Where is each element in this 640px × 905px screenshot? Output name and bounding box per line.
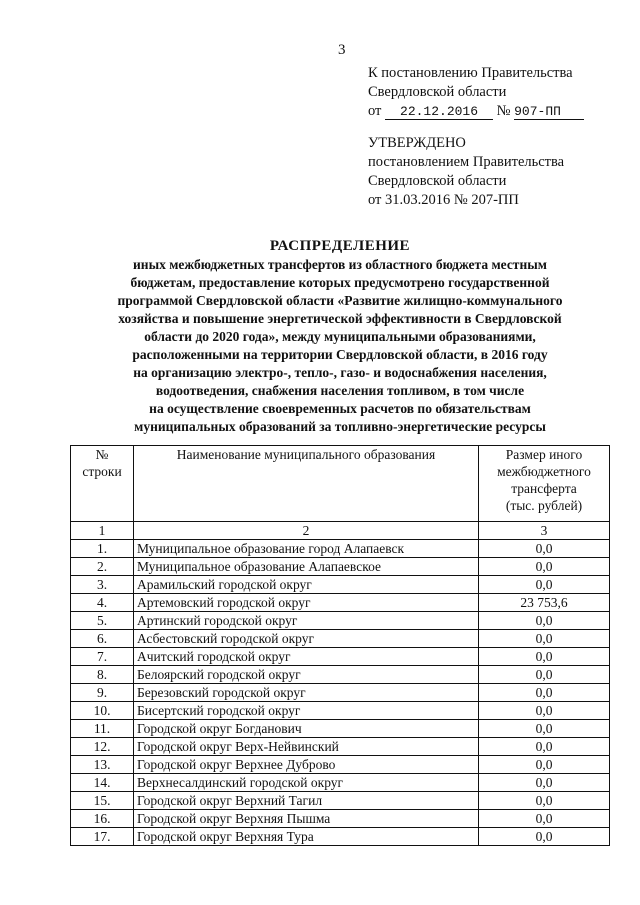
municipality-name: Городской округ Верхняя Пышма — [134, 810, 479, 828]
table-row — [71, 558, 610, 576]
municipality-name: Городской округ Верхнее Дуброво — [134, 756, 479, 774]
row-number: 6. — [71, 630, 134, 648]
row-number: 10. — [71, 702, 134, 720]
table-row — [71, 828, 610, 846]
annex-date-prefix: от — [368, 103, 382, 119]
municipality-name: Артемовский городской округ — [134, 594, 479, 612]
transfer-value: 0,0 — [479, 558, 610, 576]
transfer-value: 0,0 — [479, 738, 610, 756]
table-row — [71, 792, 610, 810]
header-size-line-3: трансферта — [511, 481, 577, 496]
transfer-value: 0,0 — [479, 756, 610, 774]
row-number: 14. — [71, 774, 134, 792]
annex-date-line — [368, 102, 584, 121]
approved-line-2: Свердловской области — [368, 173, 507, 189]
table-row — [71, 666, 610, 684]
row-number: 9. — [71, 684, 134, 702]
row-number: 16. — [71, 810, 134, 828]
table-header-row — [71, 446, 610, 522]
table-row — [71, 774, 610, 792]
title-subtitle — [70, 256, 610, 436]
row-number: 13. — [71, 756, 134, 774]
transfer-value: 0,0 — [479, 630, 610, 648]
title-line: иных межбюджетных трансфертов из областного бюджета местным — [133, 257, 547, 272]
approved-heading: УТВЕРЖДЕНО — [368, 135, 466, 151]
header-row-number — [71, 446, 134, 522]
transfer-value: 0,0 — [479, 792, 610, 810]
title-line: хозяйства и повышение энергетической эффективности в Свердловской — [118, 311, 562, 326]
transfer-value: 0,0 — [479, 828, 610, 846]
table-row — [71, 810, 610, 828]
municipality-name: Арамильский городской округ — [134, 576, 479, 594]
column-index-row — [71, 522, 610, 540]
table-row — [71, 540, 610, 558]
transfer-value: 0,0 — [479, 648, 610, 666]
municipality-name: Белоярский городской округ — [134, 666, 479, 684]
title-line: на осуществление своевременных расчетов по обязательствам — [149, 401, 531, 416]
transfer-value: 0,0 — [479, 810, 610, 828]
row-number: 3. — [71, 576, 134, 594]
page-number: 3 — [338, 42, 346, 58]
municipality-name: Городской округ Богданович — [134, 720, 479, 738]
header-size-line-1: Размер иного — [505, 447, 583, 462]
municipality-name: Асбестовский городской округ — [134, 630, 479, 648]
municipality-name: Городской округ Верхний Тагил — [134, 792, 479, 810]
table-row — [71, 720, 610, 738]
header-municipality-name — [134, 446, 479, 522]
annex-line-1: К постановлению Правительства — [368, 65, 573, 81]
transfer-value: 0,0 — [479, 774, 610, 792]
annex-block — [368, 64, 584, 121]
title-line: расположенными на территории Свердловской области, в 2016 году — [132, 347, 548, 362]
transfer-value: 0,0 — [479, 720, 610, 738]
transfer-value: 0,0 — [479, 540, 610, 558]
row-number: 1. — [71, 540, 134, 558]
title-line: программой Свердловской области «Развитие жилищно-коммунального — [117, 293, 563, 308]
table-row — [71, 756, 610, 774]
municipality-name: Муниципальное образование город Алапаевск — [134, 540, 479, 558]
header-name-text: Наименование муниципального образования — [176, 447, 436, 462]
annex-number-prefix: № — [496, 103, 511, 119]
annex-line-2: Свердловской области — [368, 84, 507, 100]
row-number: 11. — [71, 720, 134, 738]
title-line: водоотведения, снабжения населения топливом, в том числе — [155, 383, 525, 398]
row-number: 17. — [71, 828, 134, 846]
transfer-value: 23 753,6 — [479, 594, 610, 612]
table-row — [71, 594, 610, 612]
title-line: на организацию электро-, тепло-, газо- и водоснабжения населения, — [133, 365, 547, 380]
table-row — [71, 702, 610, 720]
municipality-name: Верхнесалдинский городской округ — [134, 774, 479, 792]
transfer-value: 0,0 — [479, 612, 610, 630]
transfer-value: 0,0 — [479, 684, 610, 702]
title-line: бюджетам, предоставление которых предусмотрено государственной — [130, 275, 550, 290]
municipality-name: Березовский городской округ — [134, 684, 479, 702]
transfer-value: 0,0 — [479, 666, 610, 684]
municipality-name: Городской округ Верх-Нейвинский — [134, 738, 479, 756]
header-transfer-size — [479, 446, 610, 522]
annex-date: 22.12.2016 — [385, 104, 493, 120]
municipality-name: Бисертский городской округ — [134, 702, 479, 720]
header-num-line-2: строки — [82, 464, 122, 479]
document-title — [70, 236, 610, 436]
municipality-name: Ачитский городской округ — [134, 648, 479, 666]
table-row — [71, 648, 610, 666]
table-row — [71, 684, 610, 702]
table-row — [71, 630, 610, 648]
row-number: 5. — [71, 612, 134, 630]
row-number: 4. — [71, 594, 134, 612]
column-index: 2 — [134, 522, 479, 540]
column-index: 1 — [71, 522, 134, 540]
row-number: 15. — [71, 792, 134, 810]
transfer-value: 0,0 — [479, 576, 610, 594]
municipality-name: Артинский городской округ — [134, 612, 479, 630]
row-number: 12. — [71, 738, 134, 756]
annex-number: 907-ПП — [514, 104, 584, 120]
table-row — [71, 576, 610, 594]
distribution-table — [70, 445, 610, 846]
header-num-line-1: № — [95, 447, 109, 462]
title-line: муниципальных образований за топливно-энергетические ресурсы — [134, 419, 546, 434]
header-size-line-4: (тыс. рублей) — [505, 498, 583, 513]
municipality-name: Муниципальное образование Алапаевское — [134, 558, 479, 576]
header-size-line-2: межбюджетного — [497, 464, 591, 479]
municipality-name: Городской округ Верхняя Тура — [134, 828, 479, 846]
column-index: 3 — [479, 522, 610, 540]
row-number: 8. — [71, 666, 134, 684]
approved-line-3: от 31.03.2016 № 207-ПП — [368, 192, 519, 208]
row-number: 2. — [71, 558, 134, 576]
title-main: РАСПРЕДЕЛЕНИЕ — [269, 238, 411, 254]
table-row — [71, 612, 610, 630]
approved-line-1: постановлением Правительства — [368, 154, 565, 170]
approved-block — [368, 134, 564, 210]
title-line: области до 2020 года», между муниципальными образованиями, — [144, 329, 536, 344]
transfer-value: 0,0 — [479, 702, 610, 720]
table-row — [71, 738, 610, 756]
row-number: 7. — [71, 648, 134, 666]
